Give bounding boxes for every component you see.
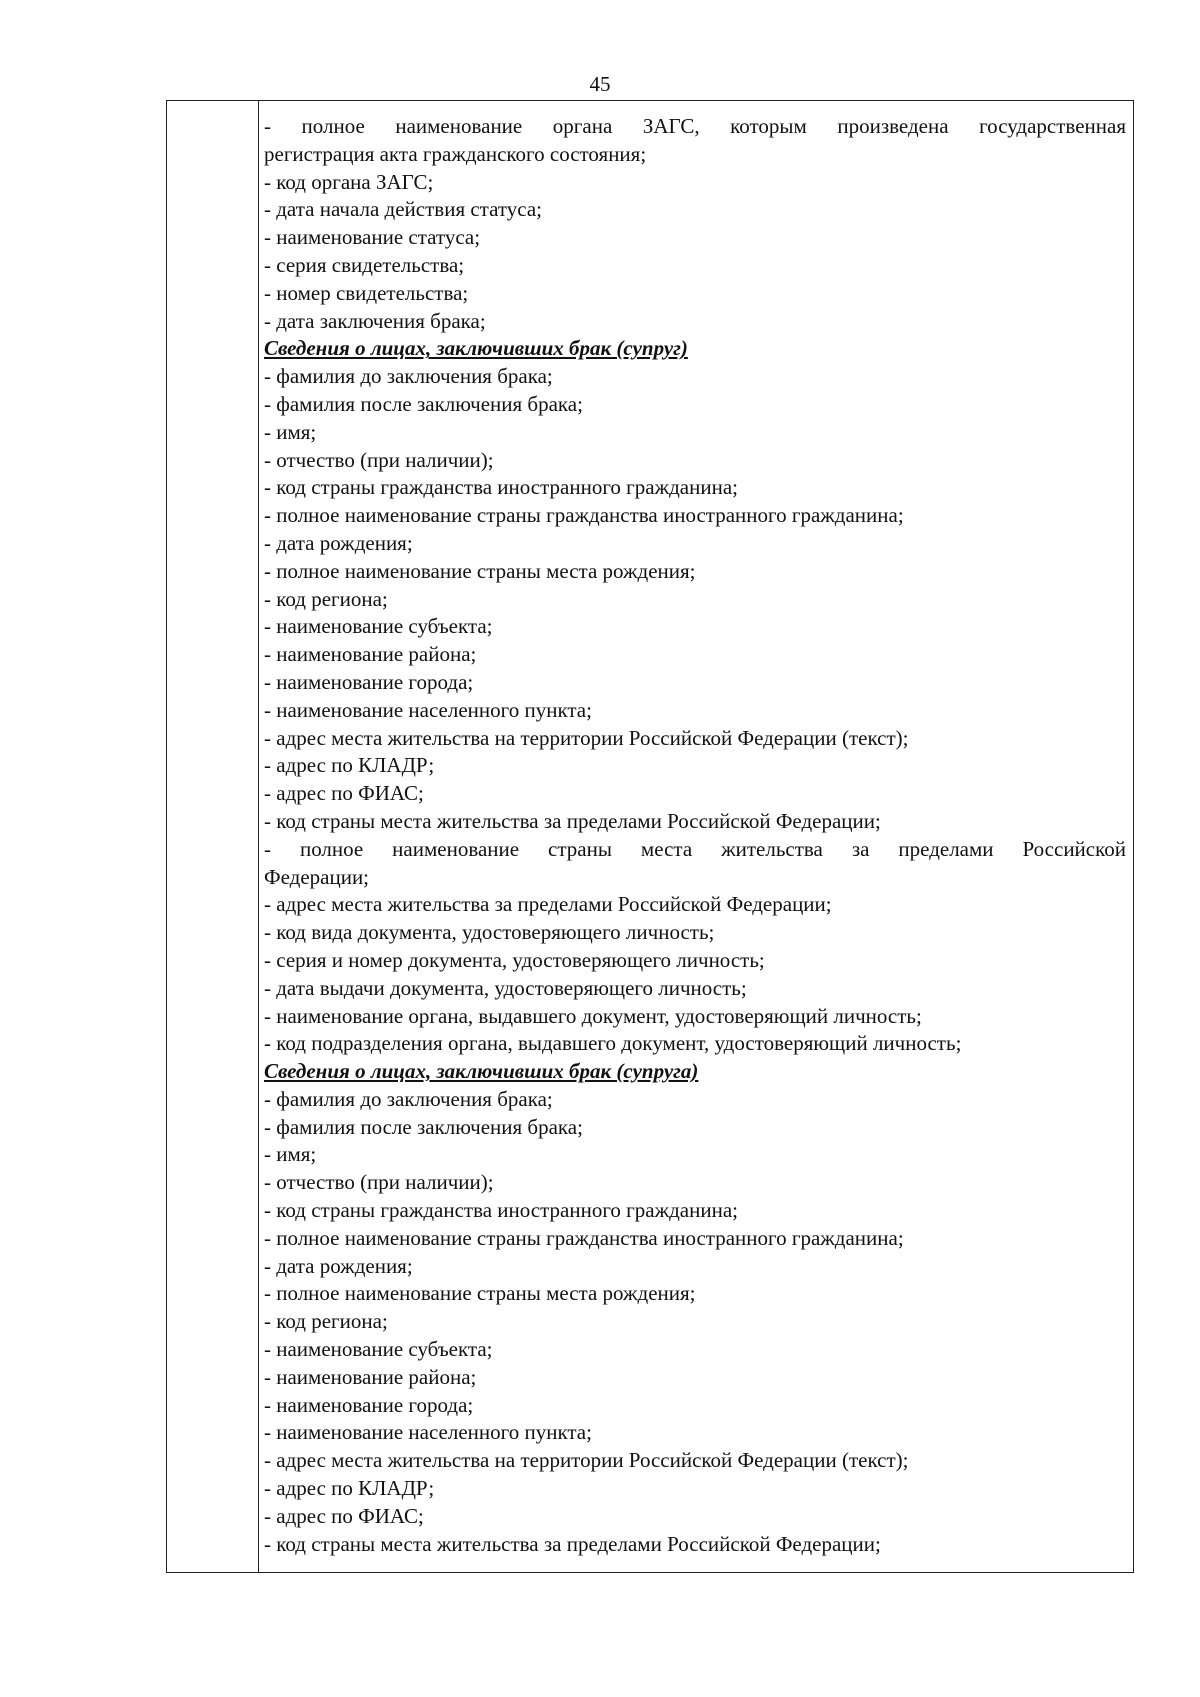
list-item: - полное наименование страны гражданства иностранного гражданина; (264, 1225, 904, 1250)
list-item: - адрес места жительства на территории Российской Федерации (текст); (264, 1448, 909, 1473)
list-item: - дата выдачи документа, удостоверяющего личность; (264, 975, 747, 1000)
list-item: - код региона; (264, 1309, 388, 1334)
list-item: - полное наименование страны гражданства иностранного гражданина; (264, 503, 904, 528)
list-item: - код страны гражданства иностранного гражданина; (264, 475, 738, 500)
list-item: - адрес по КЛАДР; (264, 1476, 435, 1501)
list-item: - код страны места жительства за пределами Российской Федерации; (264, 1531, 881, 1556)
section-heading: Сведения о лицах, заключивших брак (супруга) (264, 1059, 699, 1084)
list-item: - адрес места жительства на территории Российской Федерации (текст); (264, 725, 909, 750)
list-item: - адрес по ФИАС; (264, 781, 424, 806)
list-item: - код вида документа, удостоверяющего личность; (264, 920, 715, 945)
table-left-column (167, 101, 259, 1572)
list-item: - фамилия после заключения брака; (264, 1114, 583, 1139)
list-item: - полное наименование страны места жительства за пределами Российской (264, 836, 1126, 861)
list-item: - полное наименование страны места рождения; (264, 1281, 696, 1306)
section-heading: Сведения о лицах, заключивших брак (супруг) (264, 336, 688, 361)
list-item: - дата рождения; (264, 530, 413, 555)
list-item: - наименование органа, выдавшего документ, удостоверяющий личность; (264, 1003, 922, 1028)
list-item: - наименование субъекта; (264, 1337, 493, 1362)
list-item: - наименование района; (264, 1364, 477, 1389)
list-item: - полное наименование страны места рождения; (264, 558, 696, 583)
list-item: - имя; (264, 419, 317, 444)
list-item: - фамилия до заключения брака; (264, 1086, 553, 1111)
list-item: - код подразделения органа, выдавшего документ, удостоверяющий личность; (264, 1031, 962, 1056)
list-item: - наименование населенного пункта; (264, 1420, 592, 1445)
list-item: - отчество (при наличии); (264, 1170, 494, 1195)
list-item: - наименование субъекта; (264, 614, 493, 639)
table-content-cell (264, 113, 1126, 1558)
list-item: - наименование города; (264, 669, 474, 694)
list-item: - фамилия до заключения брака; (264, 364, 553, 389)
list-item: - код органа ЗАГС; (264, 169, 434, 194)
list-item: - дата рождения; (264, 1253, 413, 1278)
list-item: - код региона; (264, 586, 388, 611)
list-item: - дата заключения брака; (264, 308, 486, 333)
list-item: - номер свидетельства; (264, 280, 469, 305)
page-number: 45 (589, 72, 611, 96)
list-item: - адрес по ФИАС; (264, 1503, 424, 1528)
list-item: - наименование статуса; (264, 225, 481, 250)
list-item: - наименование города; (264, 1392, 474, 1417)
list-item: - полное наименование органа ЗАГС, которым произведена государственная (264, 114, 1126, 138)
list-item: - адрес по КЛАДР; (264, 753, 435, 778)
list-item: регистрация акта гражданского состояния; (264, 141, 647, 166)
list-item: - серия и номер документа, удостоверяющего личность; (264, 947, 765, 972)
list-item: - серия свидетельства; (264, 252, 465, 277)
list-item: Федерации; (264, 864, 370, 889)
list-item: - отчество (при наличии); (264, 447, 494, 472)
list-item: - наименование населенного пункта; (264, 697, 592, 722)
list-item: - наименование района; (264, 642, 477, 667)
list-item: - код страны места жительства за пределами Российской Федерации; (264, 808, 881, 833)
list-item: - код страны гражданства иностранного гражданина; (264, 1198, 738, 1223)
document-table (166, 100, 1134, 1573)
list-item: - фамилия после заключения брака; (264, 391, 583, 416)
list-item: - адрес места жительства за пределами Российской Федерации; (264, 892, 832, 917)
list-item: - дата начала действия статуса; (264, 197, 543, 222)
list-item: - имя; (264, 1142, 317, 1167)
